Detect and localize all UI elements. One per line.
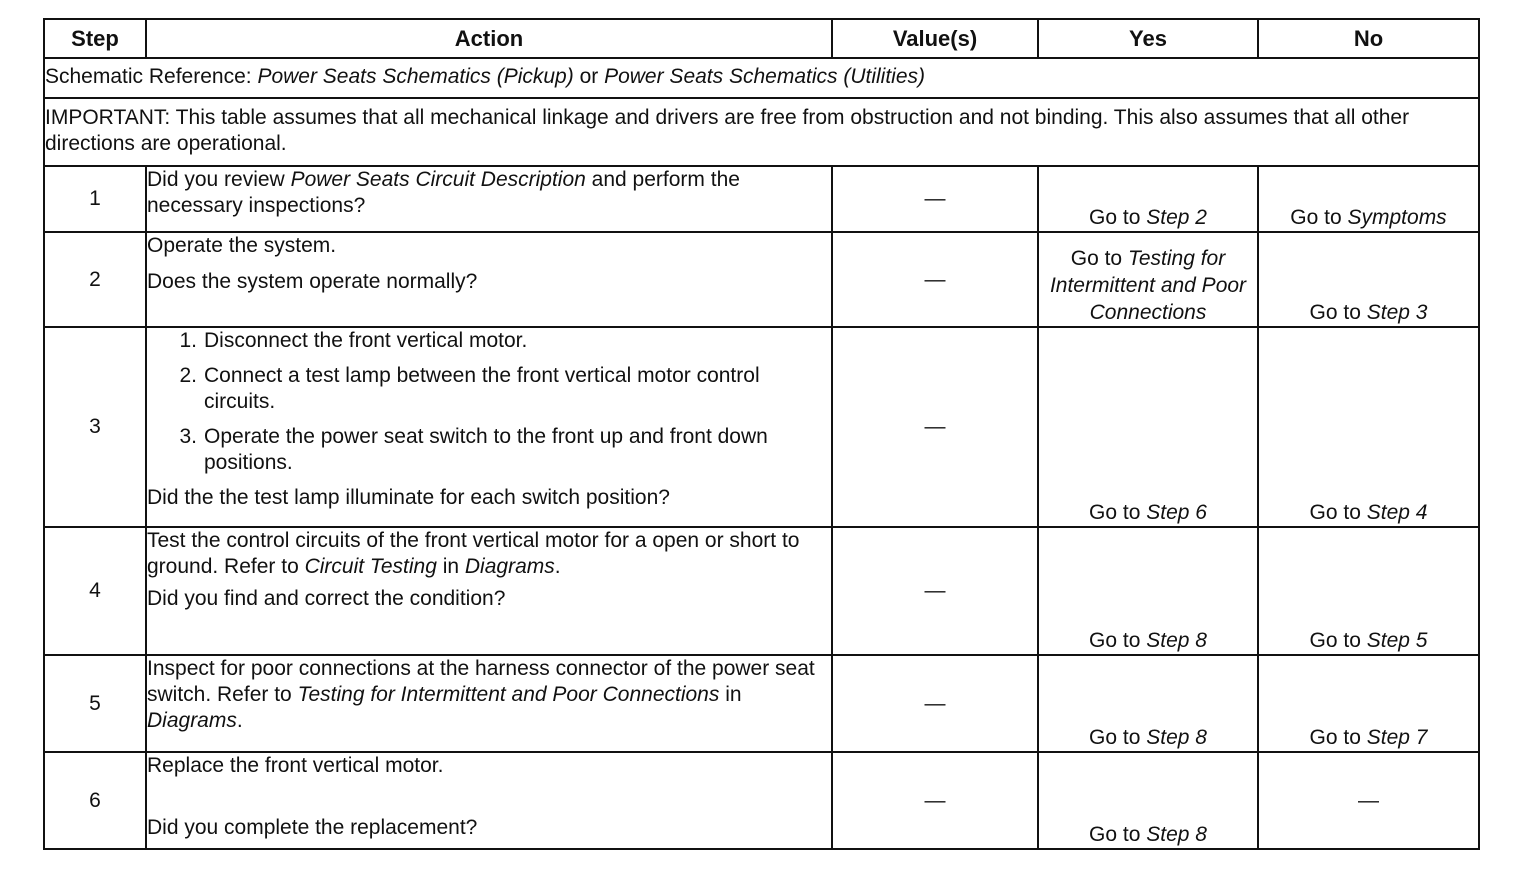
substep-list	[147, 328, 831, 476]
table-row	[44, 166, 1479, 232]
link-step-3[interactable]: Step 3	[1366, 301, 1428, 324]
goto-text: Go to	[1089, 206, 1147, 229]
table-row	[44, 527, 1479, 655]
goto-text: Go to	[1089, 823, 1147, 846]
substep-text: Connect a test lamp between the front vertical motor control circuits.	[204, 364, 760, 413]
action-text: Operate the system.	[147, 234, 337, 257]
goto-text: Go to	[1309, 726, 1367, 749]
link-step-7[interactable]: Step 7	[1366, 726, 1428, 749]
header-no: No	[1258, 19, 1479, 58]
list-item	[167, 363, 831, 415]
yes-cell	[1038, 655, 1258, 752]
goto-text: Go to	[1089, 726, 1147, 749]
link-diagrams[interactable]: Diagrams	[147, 709, 237, 732]
link-step-2[interactable]: Step 2	[1146, 206, 1207, 229]
link-step-8[interactable]: Step 8	[1146, 726, 1207, 749]
action-text: .	[236, 709, 243, 732]
no-cell	[1258, 327, 1479, 527]
table-row	[44, 752, 1479, 849]
action-text: and perform the necessary inspections?	[147, 168, 740, 217]
yes-cell	[1038, 527, 1258, 655]
table-row	[44, 327, 1479, 527]
action-question: Did you complete the replacement?	[147, 816, 478, 839]
step-number: 4	[44, 527, 146, 655]
step-number: 1	[44, 166, 146, 232]
header-step: Step	[44, 19, 146, 58]
header-values: Value(s)	[832, 19, 1038, 58]
yes-cell	[1038, 166, 1258, 232]
link-step-4[interactable]: Step 4	[1366, 501, 1428, 524]
link-step-8[interactable]: Step 8	[1146, 823, 1207, 846]
link-diagrams[interactable]: Diagrams	[464, 555, 555, 578]
action-cell	[146, 166, 832, 232]
step-number: 6	[44, 752, 146, 849]
goto-text: Go to	[1089, 501, 1147, 524]
value-cell: —	[832, 655, 1038, 752]
action-text: in	[436, 555, 465, 578]
goto-text: Go to	[1070, 247, 1128, 270]
value-cell: —	[832, 166, 1038, 232]
list-item	[167, 424, 831, 476]
link-symptoms[interactable]: Symptoms	[1347, 206, 1447, 229]
step-number: 5	[44, 655, 146, 752]
value-cell: —	[832, 527, 1038, 655]
goto-text: Go to	[1309, 501, 1367, 524]
goto-text: Go to	[1309, 301, 1367, 324]
diagnostic-table	[43, 18, 1480, 850]
goto-text: Go to	[1309, 629, 1367, 652]
no-cell: —	[1258, 752, 1479, 849]
link-circuit-description[interactable]: Power Seats Circuit Description	[290, 168, 586, 191]
action-question: Did the the test lamp illuminate for each switch position?	[147, 486, 670, 509]
schematic-or: or	[573, 65, 605, 88]
header-yes: Yes	[1038, 19, 1258, 58]
action-cell	[146, 327, 832, 527]
link-testing-intermittent[interactable]: Testing for Intermittent and Poor Connections	[297, 683, 720, 706]
no-cell	[1258, 655, 1479, 752]
link-step-6[interactable]: Step 6	[1146, 501, 1207, 524]
action-text: Replace the front vertical motor.	[147, 754, 444, 777]
action-text: .	[554, 555, 561, 578]
list-item	[167, 328, 831, 354]
important-row	[44, 98, 1479, 166]
link-testing-intermittent[interactable]: Testing for Intermittent and Poor Connections	[1049, 247, 1247, 324]
action-question: Does the system operate normally?	[147, 270, 478, 293]
action-text: in	[719, 683, 742, 706]
goto-text: Go to	[1089, 629, 1147, 652]
goto-text: Go to	[1290, 206, 1348, 229]
important-note: IMPORTANT: This table assumes that all mechanical linkage and drivers are free from obstruction and not binding. This also assumes that all other directions are operational.	[44, 98, 1479, 166]
no-cell	[1258, 527, 1479, 655]
action-cell	[146, 655, 832, 752]
value-cell: —	[832, 752, 1038, 849]
action-text: Inspect for poor connections at the harness connector of the power seat switch. Refer to	[147, 657, 815, 706]
yes-cell	[1038, 232, 1258, 327]
link-step-5[interactable]: Step 5	[1366, 629, 1428, 652]
step-number: 2	[44, 232, 146, 327]
value-cell: —	[832, 232, 1038, 327]
action-cell	[146, 232, 832, 327]
yes-cell	[1038, 752, 1258, 849]
header-row	[44, 19, 1479, 58]
value-cell: —	[832, 327, 1038, 527]
schematic-row	[44, 58, 1479, 98]
yes-cell	[1038, 327, 1258, 527]
substep-number: 2.	[179, 364, 197, 387]
schematic-link-utilities[interactable]: Power Seats Schematics (Utilities)	[604, 65, 926, 88]
substep-text: Operate the power seat switch to the front up and front down positions.	[204, 425, 768, 474]
header-action: Action	[146, 19, 832, 58]
no-cell	[1258, 232, 1479, 327]
action-cell	[146, 752, 832, 849]
substep-number: 3.	[179, 425, 197, 448]
action-text: Test the control circuits of the front vertical motor for a open or short to ground. Refer to	[147, 529, 800, 578]
schematic-link-pickup[interactable]: Power Seats Schematics (Pickup)	[257, 65, 574, 88]
schematic-label: Schematic Reference:	[45, 65, 258, 88]
substep-number: 1.	[179, 329, 197, 352]
step-number: 3	[44, 327, 146, 527]
schematic-reference	[44, 58, 1479, 98]
action-question: Did you find and correct the condition?	[147, 587, 506, 610]
action-cell	[146, 527, 832, 655]
table-row	[44, 232, 1479, 327]
substep-text: Disconnect the front vertical motor.	[204, 329, 528, 352]
table-row	[44, 655, 1479, 752]
link-step-8[interactable]: Step 8	[1146, 629, 1207, 652]
link-circuit-testing[interactable]: Circuit Testing	[304, 555, 437, 578]
no-cell	[1258, 166, 1479, 232]
action-text: Did you review	[147, 168, 291, 191]
